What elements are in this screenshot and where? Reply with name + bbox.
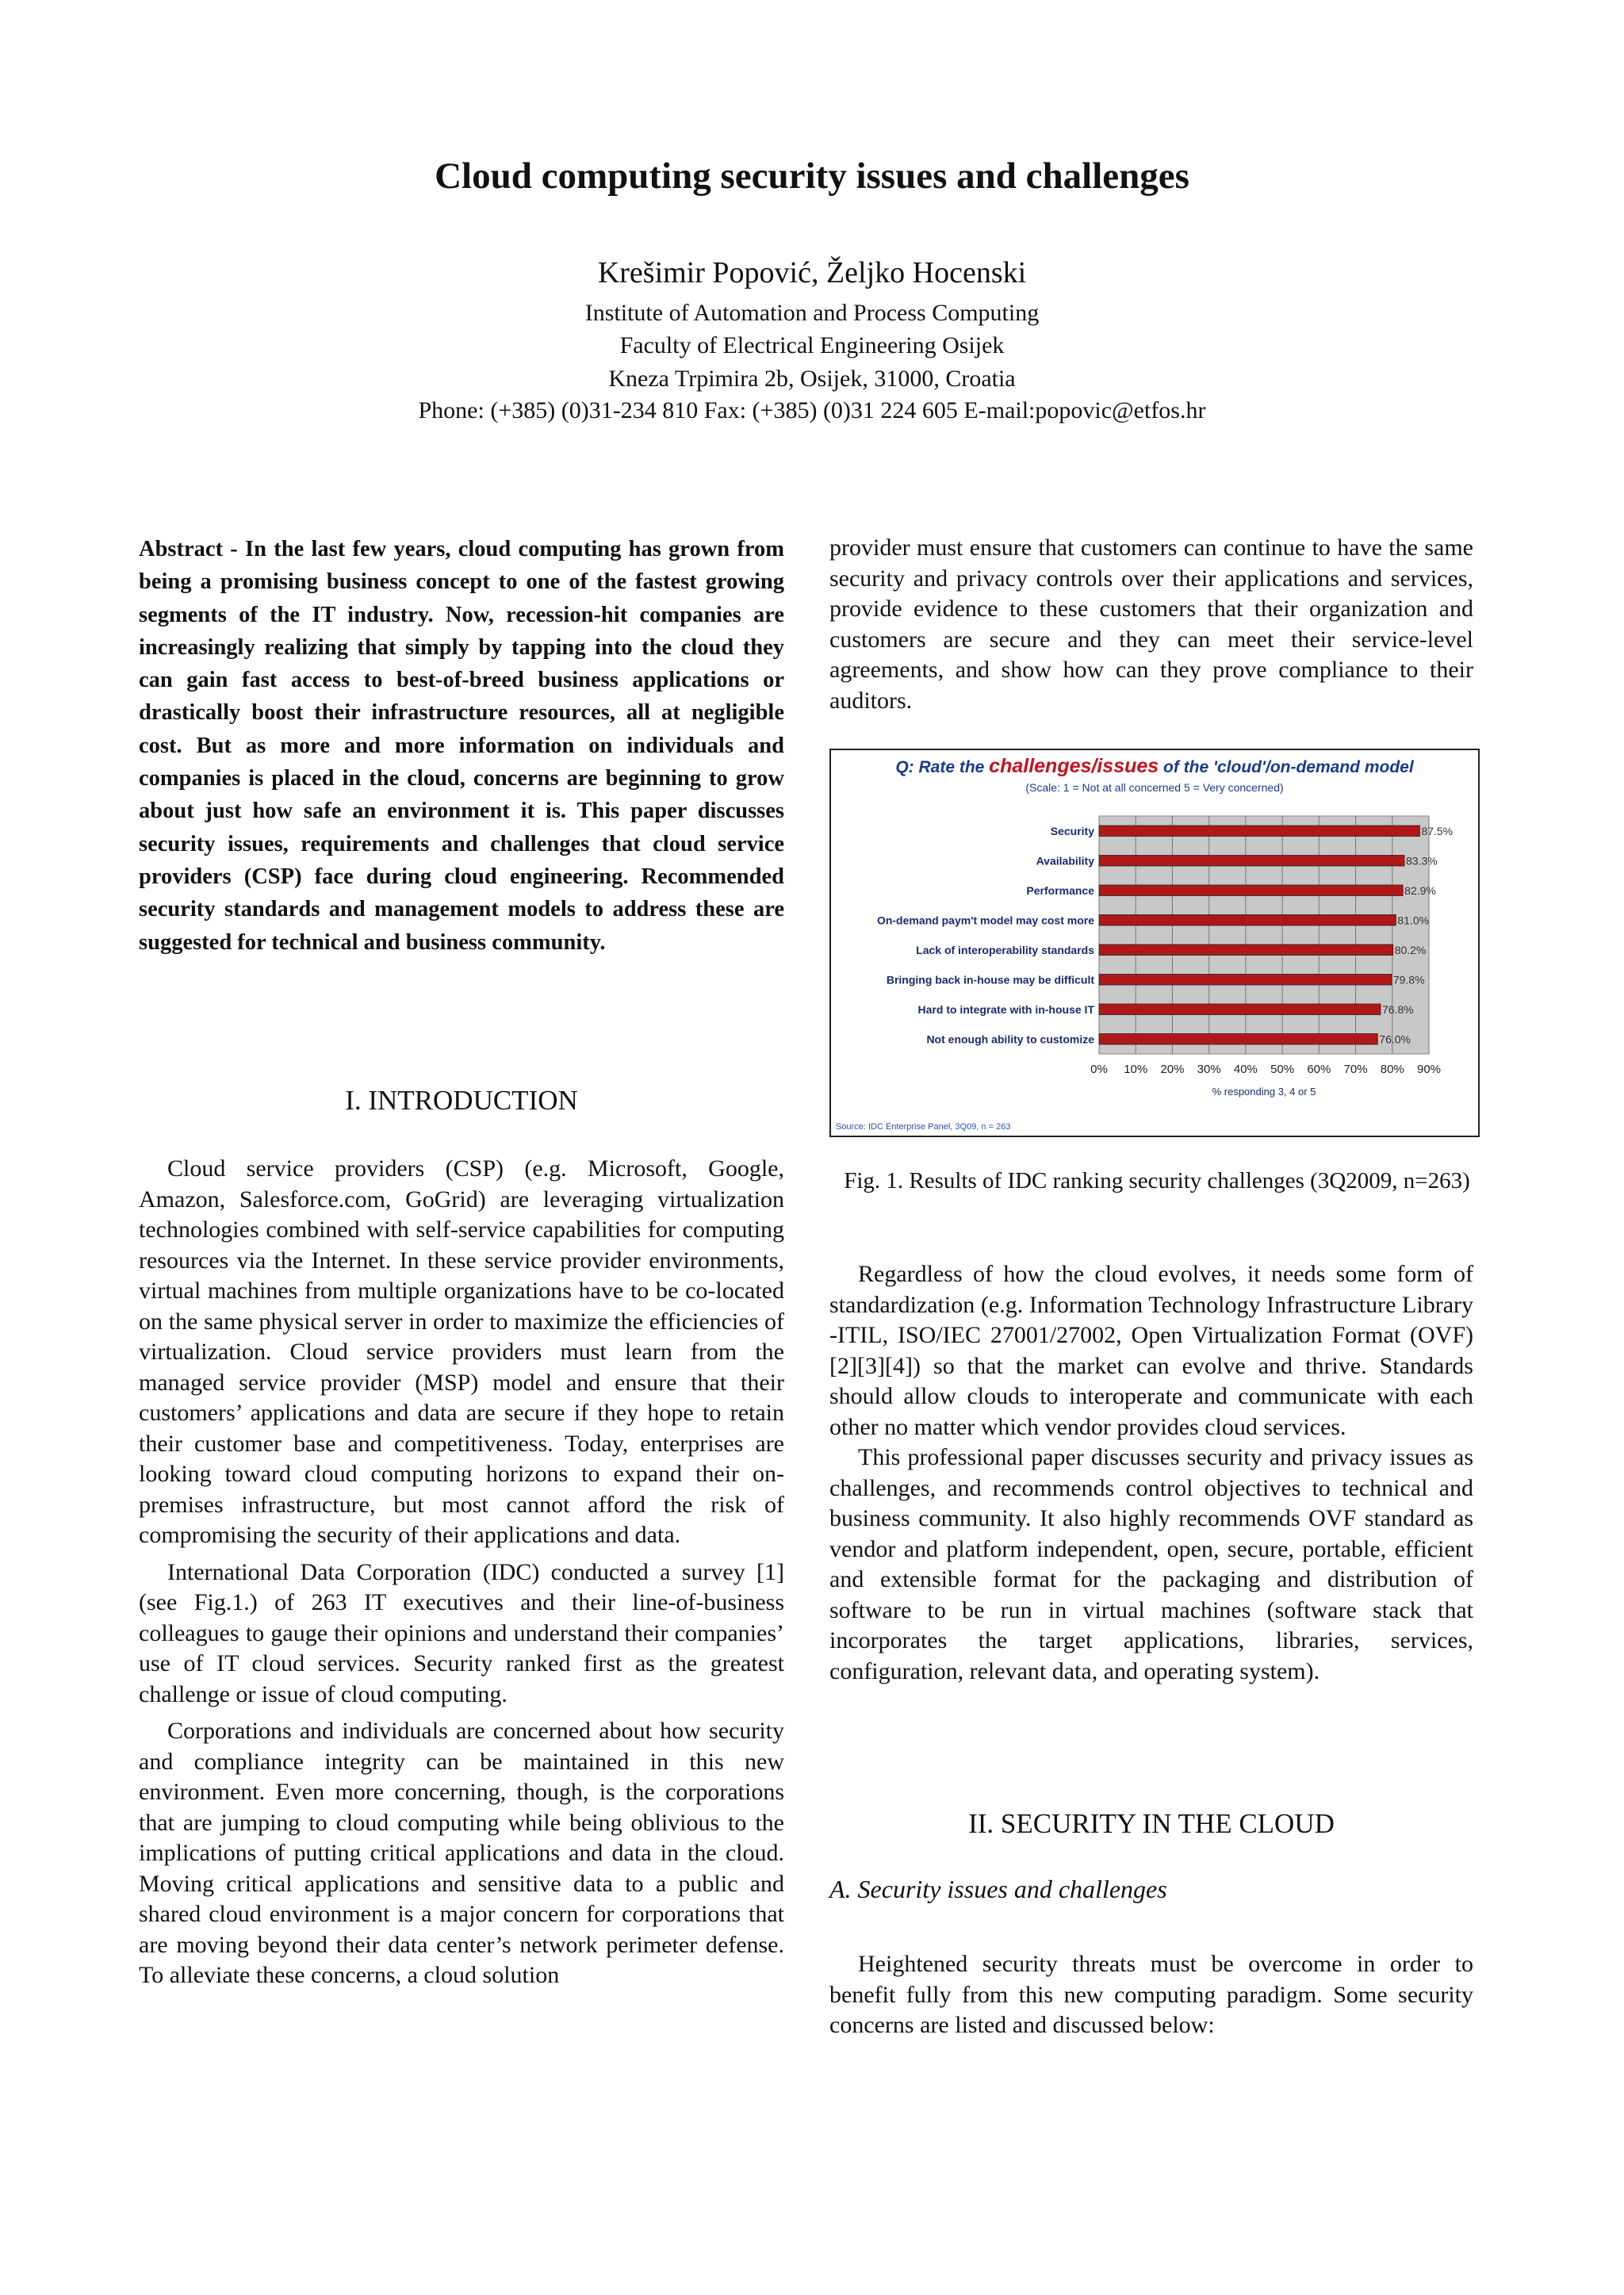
affiliation-address: Kneza Trpimira 2b, Osijek, 31000, Croatia [608,366,1016,392]
section-heading-security: II. SECURITY IN THE CLOUD [968,1808,1335,1839]
chart-x-tick-label: 70% [1343,1063,1368,1076]
contact-info: Phone: (+385) (0)31-234 810 Fax: (+385) (0)31 224 605 E-mail:popovic@etfos.hr [418,397,1206,423]
subsection-heading: A. Security issues and challenges [829,1875,1167,1903]
paper-title: Cloud computing security issues and challenges [435,155,1189,197]
chart-x-tick-label: 10% [1124,1063,1148,1076]
chart-title [895,755,1415,777]
intro-paragraph-2: International Data Corporation (IDC) conducted a survey [1] (see Fig.1.) of 263 IT executives and their line-of-business colleagues to gauge their opinions and understand their companies’ use of IT cloud services. Security ranked first as the greatest challenge or issue of cloud computing. [139,1558,784,1707]
chart-data-label: 83.3% [1406,854,1438,868]
idc-survey-chart [829,749,1480,1137]
chart-x-tick-label: 0% [1090,1063,1108,1076]
chart-data-label: 80.2% [1394,943,1427,956]
chart-data-label: 76.0% [1379,1033,1411,1046]
chart-title-suffix: of the 'cloud'/on-demand model [1159,758,1414,776]
right-column-intro-continued [829,533,1473,716]
chart-x-tick-label: 90% [1416,1063,1442,1076]
security-intro-text [829,1949,1473,2041]
chart-data-label: 79.8% [1392,973,1425,987]
intro-paragraph-3: Corporations and individuals are concerned about how security and compliance integrity can be maintained in this new environment. Even more concerning, though, is the corporations that are jumping to cloud computing while being oblivious to the implications of putting critical applications and data in the cloud. Moving critical applications and sensitive data to a public and shared cloud environment is a major concern for corporations that are moving beyond their data center’s network perimeter defense. To alleviate these concerns, a cloud solution [139,1718,784,1988]
abstract: Abstract - In the last few years, cloud computing has grown from being a promising business concept to one of the fastest growing segments of the IT industry. Now, recession-hit companies are increasingly realizing that simply by tapping into the cloud they can gain fast access to best-of-breed business applications or drastically boost their infrastructure resources, all at negligible cost. But as more and more information on individuals and companies is placed in the cloud, concerns are beginning to grow about just how safe an environment it is. This paper discusses security issues, requirements and challenges that cloud service providers (CSP) face during cloud engineering. Recommended security standards and management models to address these are suggested for technical and business community. [139,537,784,955]
authors: Krešimir Popović, Željko Hocenski [597,256,1027,289]
chart-data-label: 81.0% [1397,914,1430,927]
chart-title-prefix: Q: Rate the [895,758,990,776]
chart-plot-area [1099,816,1429,1054]
chart-x-tick-label: 80% [1380,1063,1404,1076]
affiliation-institute: Institute of Automation and Process Computing [584,300,1040,326]
chart-data-label: 87.5% [1421,824,1454,837]
chart-x-tick-label: 30% [1197,1063,1221,1076]
affiliation-faculty: Faculty of Electrical Engineering Osijek [619,332,1005,358]
chart-bar [1099,1004,1381,1015]
chart-category-label: Availability [1036,854,1094,868]
chart-data-label: 82.9% [1404,883,1436,897]
chart-bar [1099,975,1392,986]
right-column-text [829,1259,1473,1687]
chart-category-label: Bringing back in-house may be difficult [886,973,1094,987]
chart-bar [1099,915,1396,926]
chart-x-tick-label: 40% [1233,1063,1258,1076]
chart-subtitle: (Scale: 1 = Not at all concerned 5 = Very concerned) [1025,781,1284,794]
right-paragraph-0: provider must ensure that customers can continue to have the same security and privacy controls over their applications and services, provide evidence to these customers that their organization and customers are secure and they can meet their service-level agreements, and show how can they prove compliance to their auditors. [829,534,1473,714]
chart-canvas [831,750,1478,1136]
chart-x-tick-label: 50% [1270,1063,1295,1076]
chart-category-label: Hard to integrate with in-house IT [917,1002,1094,1016]
chart-bar [1099,944,1393,956]
chart-bar [1099,885,1403,896]
chart-category-label: Not enough ability to customize [926,1033,1094,1046]
introduction-text [139,1154,784,1991]
right-paragraph-2: This professional paper discusses security and privacy issues as challenges, and recommends control objectives to technical and business community. It also highly recommends OVF standard as vendor and platform independent, open, secure, portable, efficient and extensible format for the packaging and distribution of software to be run in virtual machines (software stack that incorporates the target applications, libraries, services, configuration, relevant data, and operating system). [829,1444,1473,1684]
chart-category-label: Lack of interoperability standards [916,943,1094,956]
intro-paragraph-1: Cloud service providers (CSP) (e.g. Microsoft, Google, Amazon, Salesforce.com, GoGrid) are leveraging virtualization technologies combined with self-service capabilities for computing resources via the Internet. In these service provider environments, virtual machines from multiple organizations have to be co-located on the same physical server in order to maximize the efficiencies of virtualization. Cloud service providers must learn from the managed service provider (MSP) model and ensure that their customers’ applications and data are secure if they hope to retain their customer base and competitiveness. Today, enterprises are looking toward cloud computing horizons to expand their on-premises infrastructure, but most cannot afford the risk of compromising the security of their applications and data. [139,1155,784,1548]
security-paragraph: Heightened security threats must be overcome in order to benefit fully from this new computing paradigm. Some security concerns are listed and discussed below: [829,1951,1473,2038]
chart-bar [1099,1034,1377,1045]
chart-bar [1099,826,1419,837]
chart-source: Source: IDC Enterprise Panel, 3Q09, n = 263 [836,1122,1011,1132]
section-heading-introduction: I. INTRODUCTION [345,1085,578,1116]
chart-x-axis-label: % responding 3, 4 or 5 [1212,1086,1316,1098]
chart-category-label: On-demand paym't model may cost more [876,914,1094,927]
chart-x-tick-label: 20% [1160,1063,1185,1076]
chart-category-label: Security [1050,824,1094,837]
chart-bar [1099,856,1404,867]
right-paragraph-1: Regardless of how the cloud evolves, it needs some form of standardization (e.g. Information Technology Infrastructure Library -ITIL, ISO/IEC 27001/27002, Open Virtualization Format (OVF) [2][3][4]) so that the market can evolve and thrive. Standards should allow clouds to interoperate and communicate with each other no matter which vendor provides cloud services. [829,1261,1473,1440]
chart-data-label: 76.8% [1381,1002,1414,1016]
chart-x-tick-label: 60% [1307,1063,1331,1076]
figure-caption: Fig. 1. Results of IDC ranking security challenges (3Q2009, n=263) [844,1168,1470,1193]
chart-category-label: Performance [1026,883,1094,897]
chart-title-emphasis: challenges/issues [989,755,1159,777]
